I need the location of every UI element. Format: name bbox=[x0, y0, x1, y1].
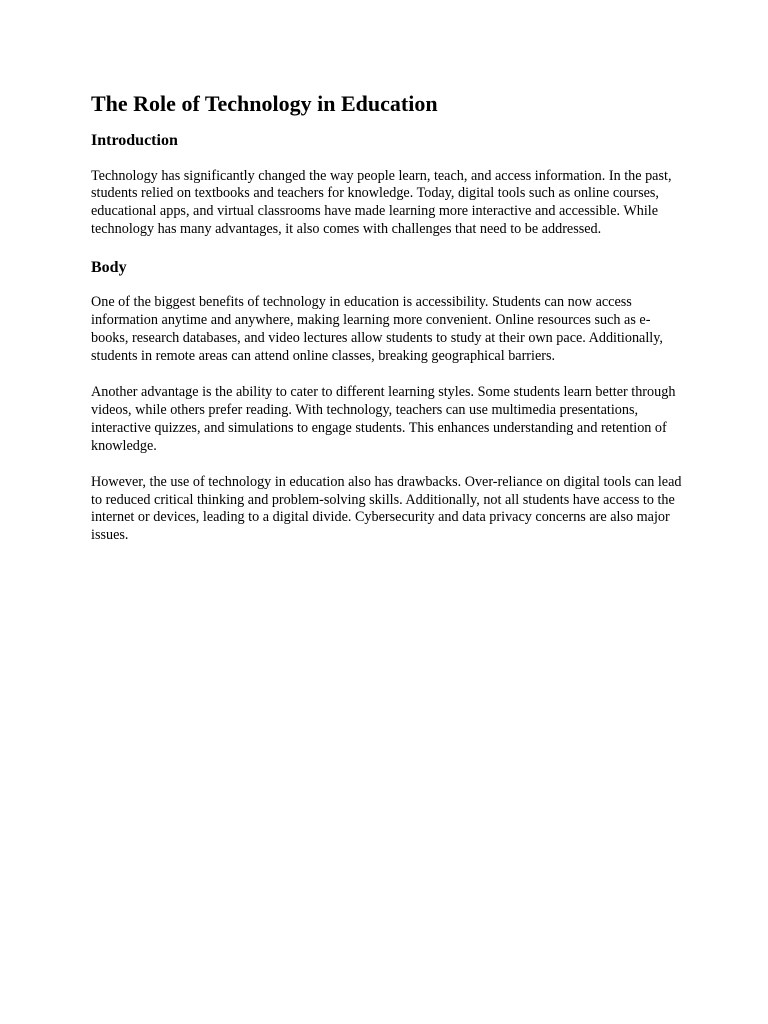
document-title: The Role of Technology in Education bbox=[91, 91, 438, 116]
section-heading-introduction: Introduction bbox=[91, 132, 178, 150]
body-paragraph-accessibility: One of the biggest benefits of technology in education is accessibility. Students can now access information anytime and anywhere, making learning more convenient. Online resources such as e-books, research databases, and video lectures allow students to study at their own pace. Additionally, students in remote areas can attend online classes, breaking geographical barriers. bbox=[91, 294, 663, 365]
section-introduction bbox=[91, 131, 683, 239]
document-page bbox=[91, 91, 683, 563]
section-heading-body: Body bbox=[91, 259, 127, 277]
intro-paragraph: Technology has significantly changed the way people learn, teach, and access information. In the past, students relied on textbooks and teachers for knowledge. Today, digital tools such as online courses, educational apps, and virtual classrooms have made learning more interactive and accessible. While technology has many advantages, it also comes with challenges that need to be addressed. bbox=[91, 167, 672, 238]
body-paragraph-drawbacks: However, the use of technology in education also has drawbacks. Over-reliance on digital tools can lead to reduced critical thinking and problem-solving skills. Additionally, not all students have access to the internet or devices, leading to a digital divide. Cybersecurity and data privacy concerns are also major issues. bbox=[91, 473, 682, 544]
body-paragraph-learning-styles: Another advantage is the ability to cater to different learning styles. Some students learn better through videos, while others prefer reading. With technology, teachers can use multimedia presentations, interactive quizzes, and simulations to engage students. This enhances understanding and retention of knowledge. bbox=[91, 384, 676, 454]
section-body bbox=[91, 258, 683, 545]
